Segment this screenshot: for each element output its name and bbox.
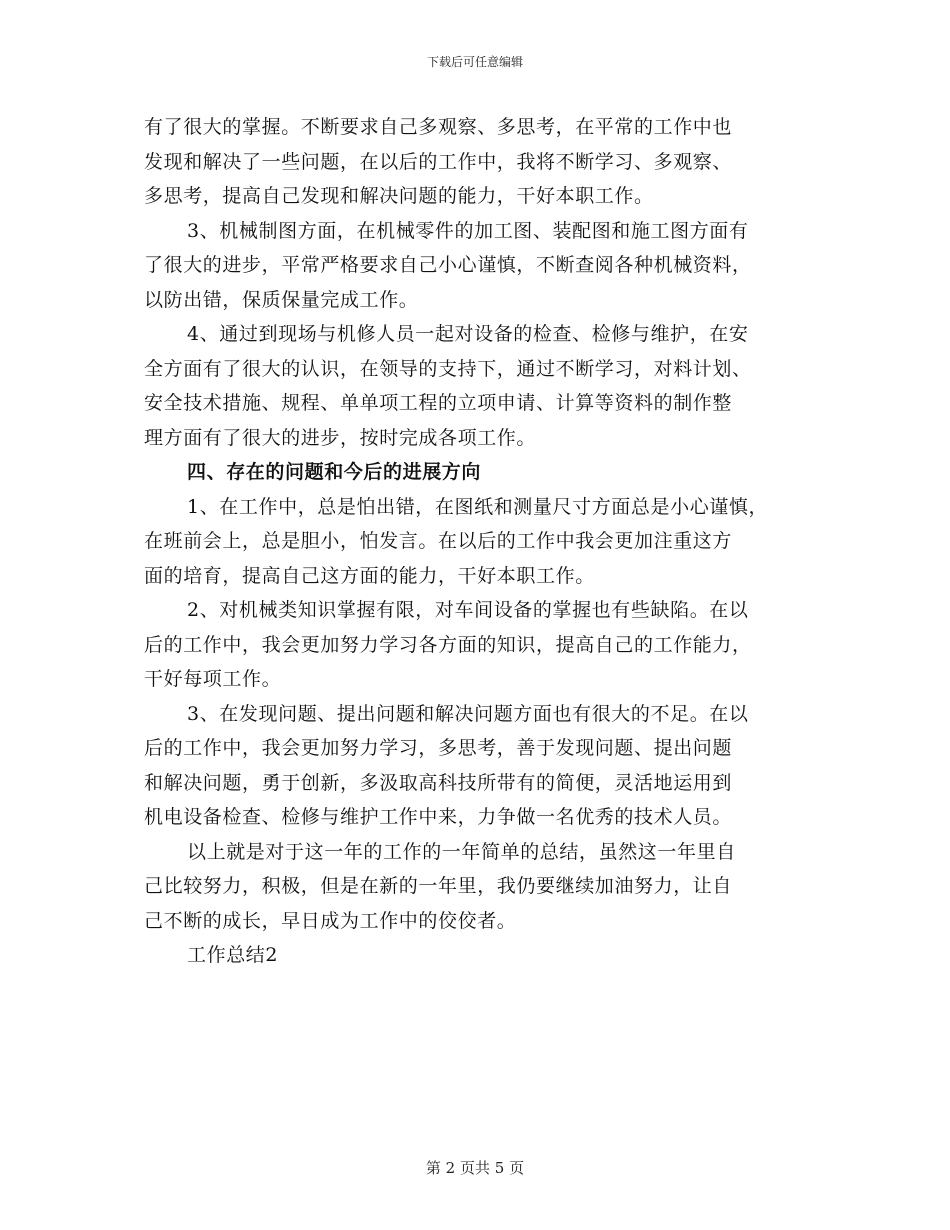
text-line: 在班前会上，总是胆小，怕发言。在以后的工作中我会更加注重这方 xyxy=(144,530,733,552)
document-body xyxy=(144,110,814,973)
text-line: 以防出错，保质保量完成工作。 xyxy=(144,288,419,311)
text-line: 安全技术措施、规程、单单项工程的立项申请、计算等资料的制作整 xyxy=(144,392,733,414)
text-line: 干好每项工作。 xyxy=(144,668,282,690)
text-line: 4、通过到现场与机修人员一起对设备的检查、检修与维护，在安 xyxy=(187,323,749,345)
page-footer: 第 2 页共 5 页 xyxy=(425,1159,525,1177)
text-line: 面的培育，提高自己这方面的能力，干好本职工作。 xyxy=(144,564,595,587)
text-line: 机电设备检查、检修与维护工作中来，力争做一名优秀的技术人员。 xyxy=(144,806,733,828)
text-line: 1、在工作中，总是怕出错，在图纸和测量尺寸方面总是小心谨慎， xyxy=(187,495,769,518)
text-line: 以上就是对于这一年的工作的一年简单的总结，虽然这一年里自 xyxy=(187,840,736,863)
text-line: 3、在发现问题、提出问题和解决问题方面也有很大的不足。在以 xyxy=(187,702,749,725)
text-line: 3、机械制图方面，在机械零件的加工图、装配图和施工图方面有 xyxy=(187,219,749,242)
text-line: 多思考，提高自己发现和解决问题的能力，干好本职工作。 xyxy=(144,185,654,207)
section-heading: 四、存在的问题和今后的进展方向 xyxy=(187,461,482,483)
text-line: 己不断的成长，早日成为工作中的佼佼者。 xyxy=(144,909,517,932)
text-line: 发现和解决了一些问题，在以后的工作中，我将不断学习、多观察、 xyxy=(144,150,733,173)
text-line: 后的工作中，我会更加努力学习，多思考，善于发现问题、提出问题 xyxy=(144,737,733,759)
text-line: 己比较努力，积极，但是在新的一年里，我仍要继续加油努力，让自 xyxy=(144,875,733,897)
text-line: 了很大的进步，平常严格要求自己小心谨慎，不断查阅各种机械资料， xyxy=(144,254,752,276)
text-line: 2、对机械类知识掌握有限，对车间设备的掌握也有些缺陷。在以 xyxy=(187,599,749,621)
text-line: 和解决问题，勇于创新，多汲取高科技所带有的简便，灵活地运用到 xyxy=(144,771,733,794)
subsection-title: 工作总结2 xyxy=(187,944,279,966)
page-header: 下载后可任意编辑 xyxy=(426,55,523,69)
text-line: 有了很大的掌握。不断要求自己多观察、多思考，在平常的工作中也 xyxy=(144,116,733,138)
text-line: 全方面有了很大的认识，在领导的支持下，通过不断学习，对料计划、 xyxy=(144,357,752,380)
text-line: 后的工作中，我会更加努力学习各方面的知识，提高自己的工作能力， xyxy=(144,633,752,656)
text-line: 理方面有了很大的进步，按时完成各项工作。 xyxy=(144,426,537,449)
